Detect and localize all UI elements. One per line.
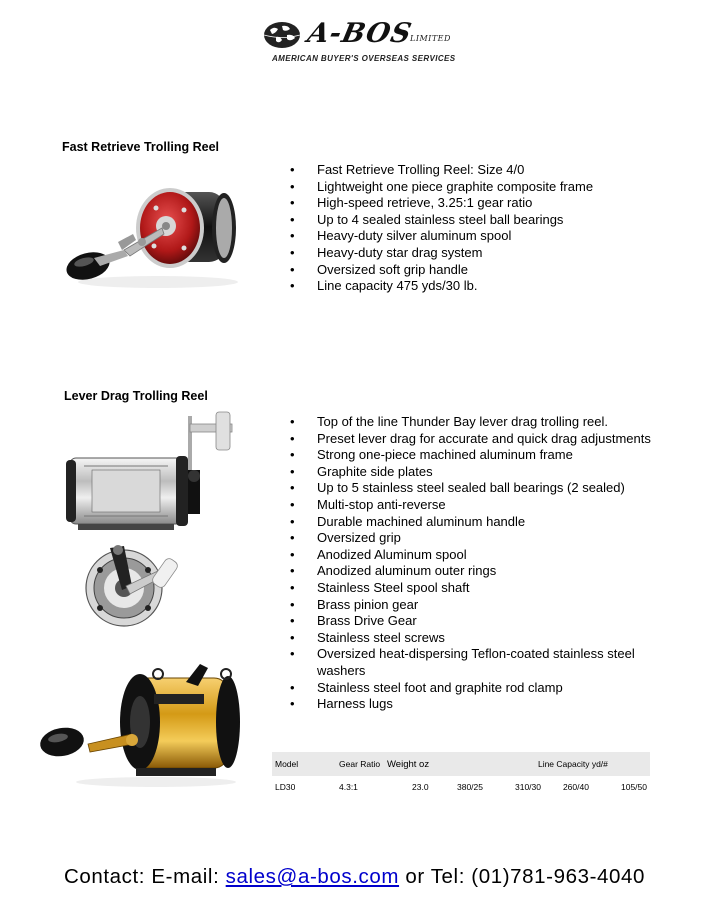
table-cell: 23.0 — [412, 782, 429, 792]
table-header — [608, 752, 650, 776]
feature-item: • Lightweight one piece graphite composite frame — [290, 179, 690, 196]
phone-number: (01)781-963-4040 — [471, 865, 646, 888]
table-cell: 310/30 — [515, 782, 541, 792]
table-cell: 260/40 — [562, 782, 589, 792]
feature-item: • Durable machined aluminum handle — [290, 514, 670, 531]
feature-item: • Harness lugs — [290, 696, 670, 713]
contact-prefix: Contact: E-mail: — [63, 865, 226, 888]
feature-item: • Anodized aluminum outer rings — [290, 563, 670, 580]
feature-item: • Top of the line Thunder Bay lever drag trolling reel. — [290, 414, 670, 431]
silver-reel-angle-view-image — [80, 540, 190, 630]
red-trolling-reel-image — [58, 178, 240, 290]
brand-name: A-BOS — [304, 18, 415, 49]
silver-reel-side-view-image — [64, 410, 240, 534]
feature-item: • Oversized soft grip handle — [290, 262, 690, 279]
feature-item: • Heavy-duty silver aluminum spool — [290, 228, 690, 245]
feature-item: • Anodized Aluminum spool — [290, 547, 670, 564]
table-cell: 4.3:1 — [339, 782, 358, 792]
feature-item: • Oversized heat-dispersing Teflon-coated stainless steel washers — [290, 646, 670, 679]
feature-item: • Graphite side plates — [290, 464, 670, 481]
section-title-lever-drag: Lever Drag Trolling Reel — [64, 389, 208, 403]
feature-list-fast-retrieve — [290, 162, 690, 295]
feature-item: • Brass Drive Gear — [290, 613, 670, 630]
company-logo — [262, 18, 482, 68]
feature-item: • Stainless Steel spool shaft — [290, 580, 670, 597]
feature-item: • Preset lever drag for accurate and quick drag adjustments — [290, 431, 670, 448]
feature-item: • Fast Retrieve Trolling Reel: Size 4/0 — [290, 162, 690, 179]
email-link[interactable]: sales@a-bos.com — [225, 865, 400, 888]
feature-item: • Up to 4 sealed stainless steel ball bearings — [290, 212, 690, 229]
table-header: Model — [272, 752, 336, 776]
feature-item: • Stainless steel foot and graphite rod clamp — [290, 680, 670, 697]
feature-item: • Strong one-piece machined aluminum frame — [290, 447, 670, 464]
table-cell: 105/50 — [621, 782, 647, 792]
brand-suffix: LIMITED — [410, 34, 451, 43]
feature-item: • Heavy-duty star drag system — [290, 245, 690, 262]
table-row — [272, 776, 650, 798]
table-cell: 380/25 — [457, 782, 483, 792]
gold-lever-drag-reel-image — [36, 660, 246, 792]
feature-item: • Line capacity 475 yds/30 lb. — [290, 278, 690, 295]
globe-icon — [262, 20, 302, 50]
spec-table-header-row — [272, 752, 650, 776]
feature-item: • Up to 5 stainless steel sealed ball bearings (2 sealed) — [290, 480, 670, 497]
feature-list-lever-drag — [290, 414, 670, 713]
contact-middle: or Tel: — [399, 865, 472, 888]
table-header: Weight oz — [384, 752, 454, 776]
feature-item: • High-speed retrieve, 3.25:1 gear ratio — [290, 195, 690, 212]
brand-tagline: AMERICAN BUYER'S OVERSEAS SERVICES — [272, 54, 456, 63]
table-cell: LD30 — [275, 782, 296, 792]
table-header: Line Capacity yd/# — [512, 752, 608, 776]
spec-table — [272, 752, 650, 798]
table-header — [454, 752, 512, 776]
feature-item: • Brass pinion gear — [290, 597, 670, 614]
feature-item: • Stainless steel screws — [290, 630, 670, 647]
section-title-fast-retrieve: Fast Retrieve Trolling Reel — [62, 140, 219, 154]
table-header: Gear Ratio — [336, 752, 384, 776]
feature-item: • Multi-stop anti-reverse — [290, 497, 670, 514]
feature-item: • Oversized grip — [290, 530, 670, 547]
contact-line — [0, 865, 709, 889]
